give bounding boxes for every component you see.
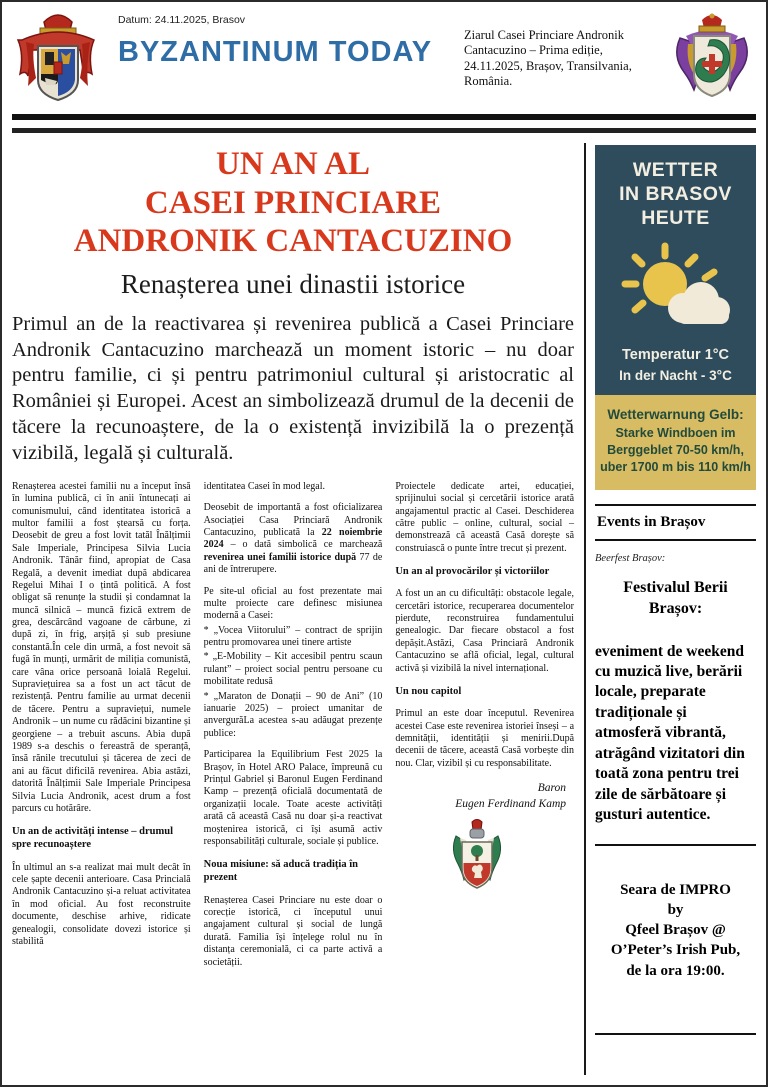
bold-date: 22 noiembrie 2024 bbox=[203, 526, 383, 551]
cantacuzino-crest-icon bbox=[12, 10, 104, 108]
temperature-night: In der Nacht - 3°C bbox=[619, 368, 732, 384]
right-crest-image bbox=[668, 10, 756, 113]
paragraph: identitatea Casei în mod legal. bbox=[203, 480, 326, 492]
events-heading: Events in Brașov bbox=[595, 504, 756, 541]
text-run: – o dată simbolică ce marchează bbox=[223, 539, 383, 551]
temperature-today: Temperatur 1°C bbox=[621, 347, 730, 364]
paragraph: Renașterea acestei familii nu a început însă în lumina publică, ci în anii întunecați ai comunismului, când identitatea istorică a multor familii a fost ștearsă cu forța. Deosebit de greu a fost lovit tatăl Înălțimii Sale Imperiale, Principesa Silvia Lucia Andronik. Tânăr fiind, apropiat de Casa Regală, a devenit imediat după abdicarea Regelui Mihai I o țintă politică. A fost obligat să renunțe la studii și condamnat la muncă silnică – muncă fizică extrem de grea, descărcând vagoane de cărbune, zi după zi, în frig, arșiță și sub presiune constantă.În cele din urmă, a fost nevoit să fugă în munți, urmărit de miliția comunistă, care vâna orice persoană loială Regelui. Supraviețuirea sa a fost un act tăcut de rezistență. Pentru familie au urmat decenii de tăcere. Pentru a supraviețui, numele Andronik – un nume cu rădăcini bizantine și georgiene – a trebuit ascuns. Abia după 1989 s-a deschis o fereastră de speranță, însă rănile trecutului și tăcerea de zeci de ani au făcut dificilă revenirea. Abia astăzi, datorită Înălțimii Sale Imperiale Principesa Silvia Lucia Andronik, acest drum a fost parcurs cu hotărâre. bbox=[12, 480, 191, 814]
text-run: 77 de ani de întrerupere. bbox=[203, 551, 383, 576]
impro-line: Qfeel Brașov @ bbox=[625, 922, 726, 939]
section-heading: Un an de activități intense – drumul spre recunoaștere bbox=[12, 826, 174, 851]
impro-line: Seara de IMPRO bbox=[620, 881, 731, 898]
sun-behind-cloud-icon bbox=[601, 242, 750, 339]
paragraph: A fost un an cu dificultăți: obstacole legale, cercetări istorice, recuperarea documentelor pierdute, reconstruirea fundamentului genealogic. Dar fiecare obstacol a fost depășit.Astăzi, Casa Princiară Andronik Cantacuzino se află oficial, legal, cultural activă și vizibilă la nivel internațional. bbox=[395, 588, 575, 674]
list-item: * „E-Mobility – Kit accesibil pentru scaun rulant” – proiect social pentru persoane cu mobilitate redusă bbox=[203, 651, 383, 688]
article-columns bbox=[12, 481, 574, 978]
text-run: Deosebit de importantă a fost oficializarea Asociației Casa Princiară Andronik Cantacuzino, publicată la bbox=[203, 502, 383, 538]
article-headline bbox=[12, 145, 574, 261]
events-tagline: Beerfest Brașov: bbox=[595, 552, 666, 564]
paragraph: Renașterea Casei Princiare nu este doar o corecție istorică, ci începutul unui angajament cultural și social de lungă durată. Familia își înțelege rolul nu în distanța ceremonială, ci ca parte activă a societății. bbox=[203, 894, 383, 968]
event-title: Festivalul Berii Brașov: bbox=[623, 578, 728, 617]
weather-panel bbox=[595, 145, 756, 395]
kamp-family-crest-icon bbox=[448, 818, 506, 910]
paragraph: În ultimul an s-a realizat mai mult decât în cele șapte decenii anterioare. Casa Princială Andronik Cantacuzino și-a reluat activitatea în mod oficial. Au fost reconstruite documente, deschise arhive, ridicate genealogii, consolidate dovezi istorice și stabilită bbox=[12, 861, 191, 947]
weather-title bbox=[601, 159, 750, 230]
event-description: eveniment de weekend cu muzică live, berării locale, preparate tradiționale și atmosferă vibrantă, atrăgând vizitatori din toată zona pentru trei zile de sărbătoare și gusturi autentice. bbox=[595, 642, 756, 846]
column-2 bbox=[204, 481, 383, 978]
warning-title: Wetterwarnung Gelb: bbox=[607, 407, 744, 423]
masthead bbox=[112, 10, 456, 69]
signature-title: Baron bbox=[537, 782, 567, 795]
impro-line: by bbox=[667, 901, 684, 918]
bold-phrase: revenirea unei familii istorice după bbox=[203, 551, 357, 563]
main-article bbox=[12, 143, 584, 1075]
paragraph: Pe site-ul oficial au fost prezentate mai multe proiecte care definesc misiunea modernă a Casei: bbox=[203, 585, 383, 622]
paragraph bbox=[204, 502, 383, 576]
lead-paragraph: Primul an de la reactivarea și revenirea publică a Casei Princiare Andronik Cantacuzino marchează un moment istoric – nu doar pentru familie, ci și pentru patrimoniul cultural și aristocratic al României și Europei. Acest an simbolizează drumul de la decenii de tăcere la recunoaștere, de la o existență invizibilă la o prezență vizibilă, legală și culturală. bbox=[12, 312, 574, 464]
content bbox=[12, 143, 756, 1075]
list-item: * „Maraton de Donații – 90 de Ani” (10 ianuarie 2025) – proiect umanitar de anvergurăLa acestea s-au adăugat prezențe publice: bbox=[203, 690, 383, 739]
column-1 bbox=[12, 481, 191, 978]
header-rule-bottom bbox=[12, 128, 756, 133]
headline-line: UN AN AL bbox=[215, 146, 371, 182]
headline-line: CASEI PRINCIARE bbox=[144, 184, 442, 221]
paragraph: Primul an este doar începutul. Revenirea acestei Case este revenirea istoriei înseși – a demnității, identității și menirii.După decenii de tăcere, această Casă vorbește din nou. Clar, vizibil și cu responsabilitate. bbox=[395, 708, 575, 769]
header-rule-top bbox=[12, 114, 756, 120]
impro-line: O’Peter’s Irish Pub, bbox=[610, 942, 741, 959]
section-heading: Un an al provocărilor și victoriilor bbox=[395, 566, 550, 578]
weather-title-line: WETTER bbox=[632, 159, 719, 181]
warning-line: Starke Windboen im bbox=[615, 426, 736, 441]
signature bbox=[395, 780, 574, 812]
impro-line: de la ora 19:00. bbox=[626, 962, 725, 979]
warning-line: Berggeblet 70-50 km/h, bbox=[607, 443, 744, 458]
section-heading: Noua misiune: să aducă tradiția în prezent bbox=[203, 859, 358, 884]
date-line: Datum: 24.11.2025, Brasov bbox=[118, 14, 246, 26]
sidebar bbox=[584, 143, 756, 1075]
weather-title-line: HEUTE bbox=[641, 206, 710, 229]
signature-name: Eugen Ferdinand Kamp bbox=[455, 798, 567, 811]
article-subtitle: Renașterea unei dinastii istorice bbox=[120, 268, 466, 299]
paragraph: Participarea la Equilibrium Fest 2025 la Brașov, în Hotel ARO Palace, împreună cu Prințul Gabriel și Baronul Eugen Ferdinand Kamp – prezență oficială documentată de organizații locale. Toate aceste activități arată că această Casă nu doar și-a reactivat moștenirea istorică, ci își asumă activ responsabilități culturale, sociale și publice. bbox=[203, 749, 383, 847]
weather-title-line: IN BRASOV bbox=[619, 182, 732, 205]
impro-event bbox=[595, 880, 756, 1035]
weather-warning-panel bbox=[595, 395, 756, 490]
section-heading: Un nou capitol bbox=[395, 686, 462, 697]
left-crest-image bbox=[12, 10, 104, 113]
list-item: * „Vocea Viitorului” – contract de sprijin pentru promovarea unei tinere artiste bbox=[203, 624, 383, 649]
kamp-crest-image bbox=[395, 818, 574, 914]
paragraph: Proiectele dedicate artei, educației, sprijinului social și cercetării istorice arată angajamentul practic al Casei. Deschiderea către public – online, cultural, social – demonstrează că această Casă dorește să construiască o punte între trecut și prezent. bbox=[395, 480, 575, 554]
headline-line: ANDRONIK CANTACUZINO bbox=[73, 223, 513, 260]
order-crest-icon bbox=[668, 10, 756, 108]
edition-info: Ziarul Casei Princiare Andronik Cantacuzino – Prima ediție, 24.11.2025, Brașov, Transilvania, România. bbox=[464, 28, 632, 88]
column-3 bbox=[395, 481, 574, 978]
warning-line: uber 1700 m bis 110 km/h bbox=[600, 460, 751, 475]
newspaper-title: BYZANTINUM TODAY bbox=[118, 36, 433, 68]
header bbox=[12, 10, 756, 112]
